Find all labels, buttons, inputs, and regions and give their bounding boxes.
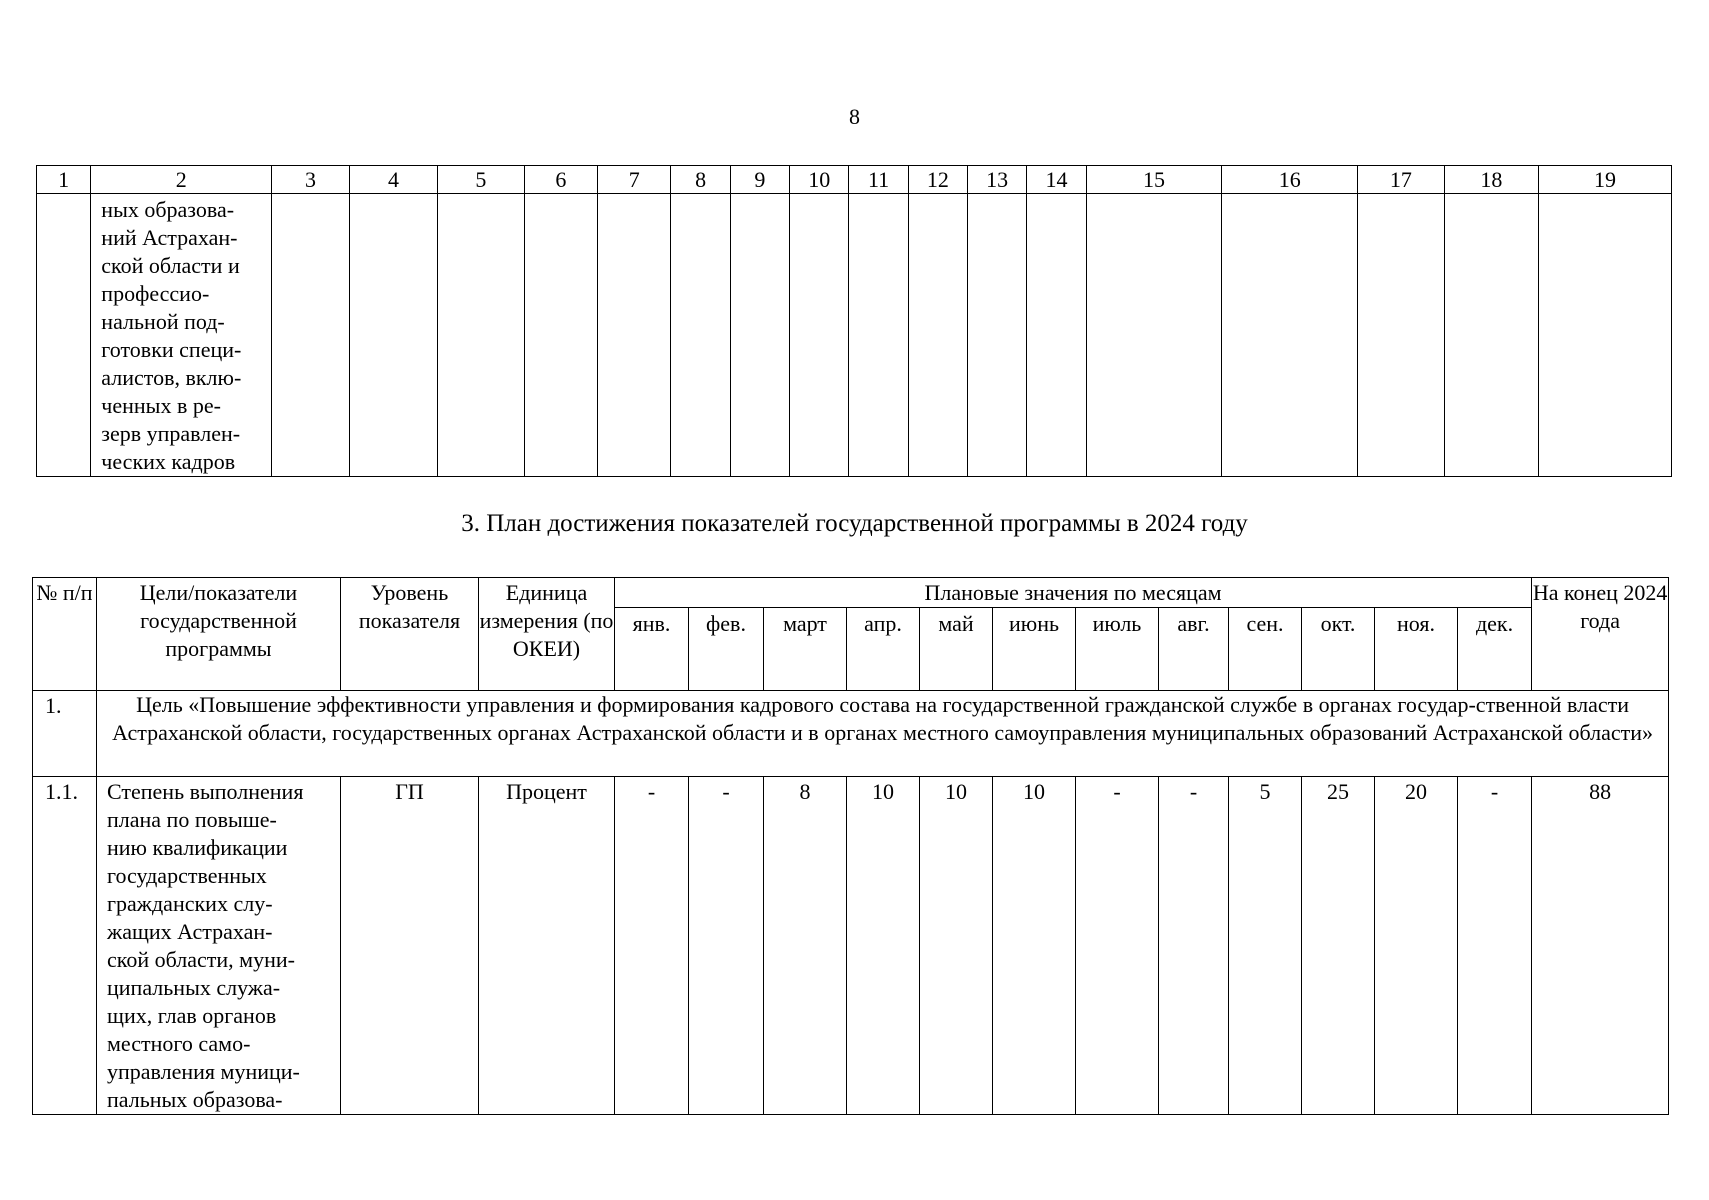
month-value: - xyxy=(689,777,764,1115)
goal-number: 1. xyxy=(33,691,97,777)
header-goal: Цели/показатели государственной программы xyxy=(97,578,341,691)
col-number: 17 xyxy=(1358,166,1444,194)
end-value: 88 xyxy=(1532,777,1669,1115)
month-value: - xyxy=(1076,777,1159,1115)
header-level: Уровень показателя xyxy=(341,578,479,691)
header-monthly: Плановые значения по месяцам xyxy=(615,578,1532,608)
col-number: 18 xyxy=(1444,166,1539,194)
month-value: - xyxy=(1458,777,1532,1115)
column-number-row xyxy=(37,166,1672,194)
indicator-unit: Процент xyxy=(479,777,615,1115)
goal-text: Цель «Повышение эффективности управления и формирования кадрового состава на государственной гражданской службе в органах государ-ственной власти Астраханской области, государственных органах Астраханской области и в органах местного самоуправления муниципальных образований Астраханской области» xyxy=(97,691,1669,777)
col-number: 8 xyxy=(671,166,730,194)
month-value: 20 xyxy=(1375,777,1458,1115)
col-number: 15 xyxy=(1086,166,1222,194)
col-number: 12 xyxy=(908,166,967,194)
continued-indicator-text: ных образова- ний Астрахан- ской области и профессио- нальной под- готовки специ- алистов, вклю- ченных в ре- зерв управлен- ческих кадров xyxy=(91,194,272,477)
continuation-table xyxy=(36,165,1672,477)
col-number: 13 xyxy=(968,166,1027,194)
col-number: 3 xyxy=(272,166,349,194)
month-value: - xyxy=(1159,777,1229,1115)
plan-table xyxy=(32,577,1669,1115)
month-value: 10 xyxy=(920,777,993,1115)
page-number: 8 xyxy=(849,104,860,129)
header-row xyxy=(33,578,1669,608)
col-number: 7 xyxy=(598,166,671,194)
col-number: 4 xyxy=(349,166,437,194)
month-header: июль xyxy=(1076,608,1159,691)
month-value: 8 xyxy=(764,777,847,1115)
month-value: 25 xyxy=(1302,777,1375,1115)
col-number: 6 xyxy=(524,166,597,194)
month-value: 5 xyxy=(1229,777,1302,1115)
col-number: 1 xyxy=(37,166,91,194)
col-number: 5 xyxy=(438,166,524,194)
col-number: 9 xyxy=(730,166,789,194)
header-unit: Единица измерения (по ОКЕИ) xyxy=(479,578,615,691)
header-end: На конец 2024 года xyxy=(1532,578,1669,691)
col-number: 10 xyxy=(790,166,849,194)
indicator-level: ГП xyxy=(341,777,479,1115)
month-header: апр. xyxy=(847,608,920,691)
month-header: авг. xyxy=(1159,608,1229,691)
month-value: - xyxy=(615,777,689,1115)
indicator-text: Степень выполнения плана по повыше- нию квалификации государственных гражданских слу- жащих Астрахан- ской области, муни- ципальных служа- щих, глав органов местного само- управления муници- пальных образова- xyxy=(97,777,341,1115)
month-header: дек. xyxy=(1458,608,1532,691)
month-header: май xyxy=(920,608,993,691)
month-header: окт. xyxy=(1302,608,1375,691)
month-value: 10 xyxy=(993,777,1076,1115)
month-header: ноя. xyxy=(1375,608,1458,691)
col-number: 16 xyxy=(1222,166,1358,194)
col-number: 19 xyxy=(1539,166,1672,194)
indicator-row xyxy=(33,777,1669,1115)
col-number: 2 xyxy=(91,166,272,194)
col-number: 14 xyxy=(1027,166,1086,194)
month-value: 10 xyxy=(847,777,920,1115)
month-header: июнь xyxy=(993,608,1076,691)
month-header: янв. xyxy=(615,608,689,691)
month-header: фев. xyxy=(689,608,764,691)
month-header: сен. xyxy=(1229,608,1302,691)
col-number: 11 xyxy=(849,166,908,194)
month-header: март xyxy=(764,608,847,691)
indicator-number: 1.1. xyxy=(33,777,97,1115)
header-num: № п/п xyxy=(33,578,97,691)
continued-row xyxy=(37,194,1672,477)
section-title: 3. План достижения показателей государственной программы в 2024 году xyxy=(461,510,1248,537)
goal-row xyxy=(33,691,1669,777)
